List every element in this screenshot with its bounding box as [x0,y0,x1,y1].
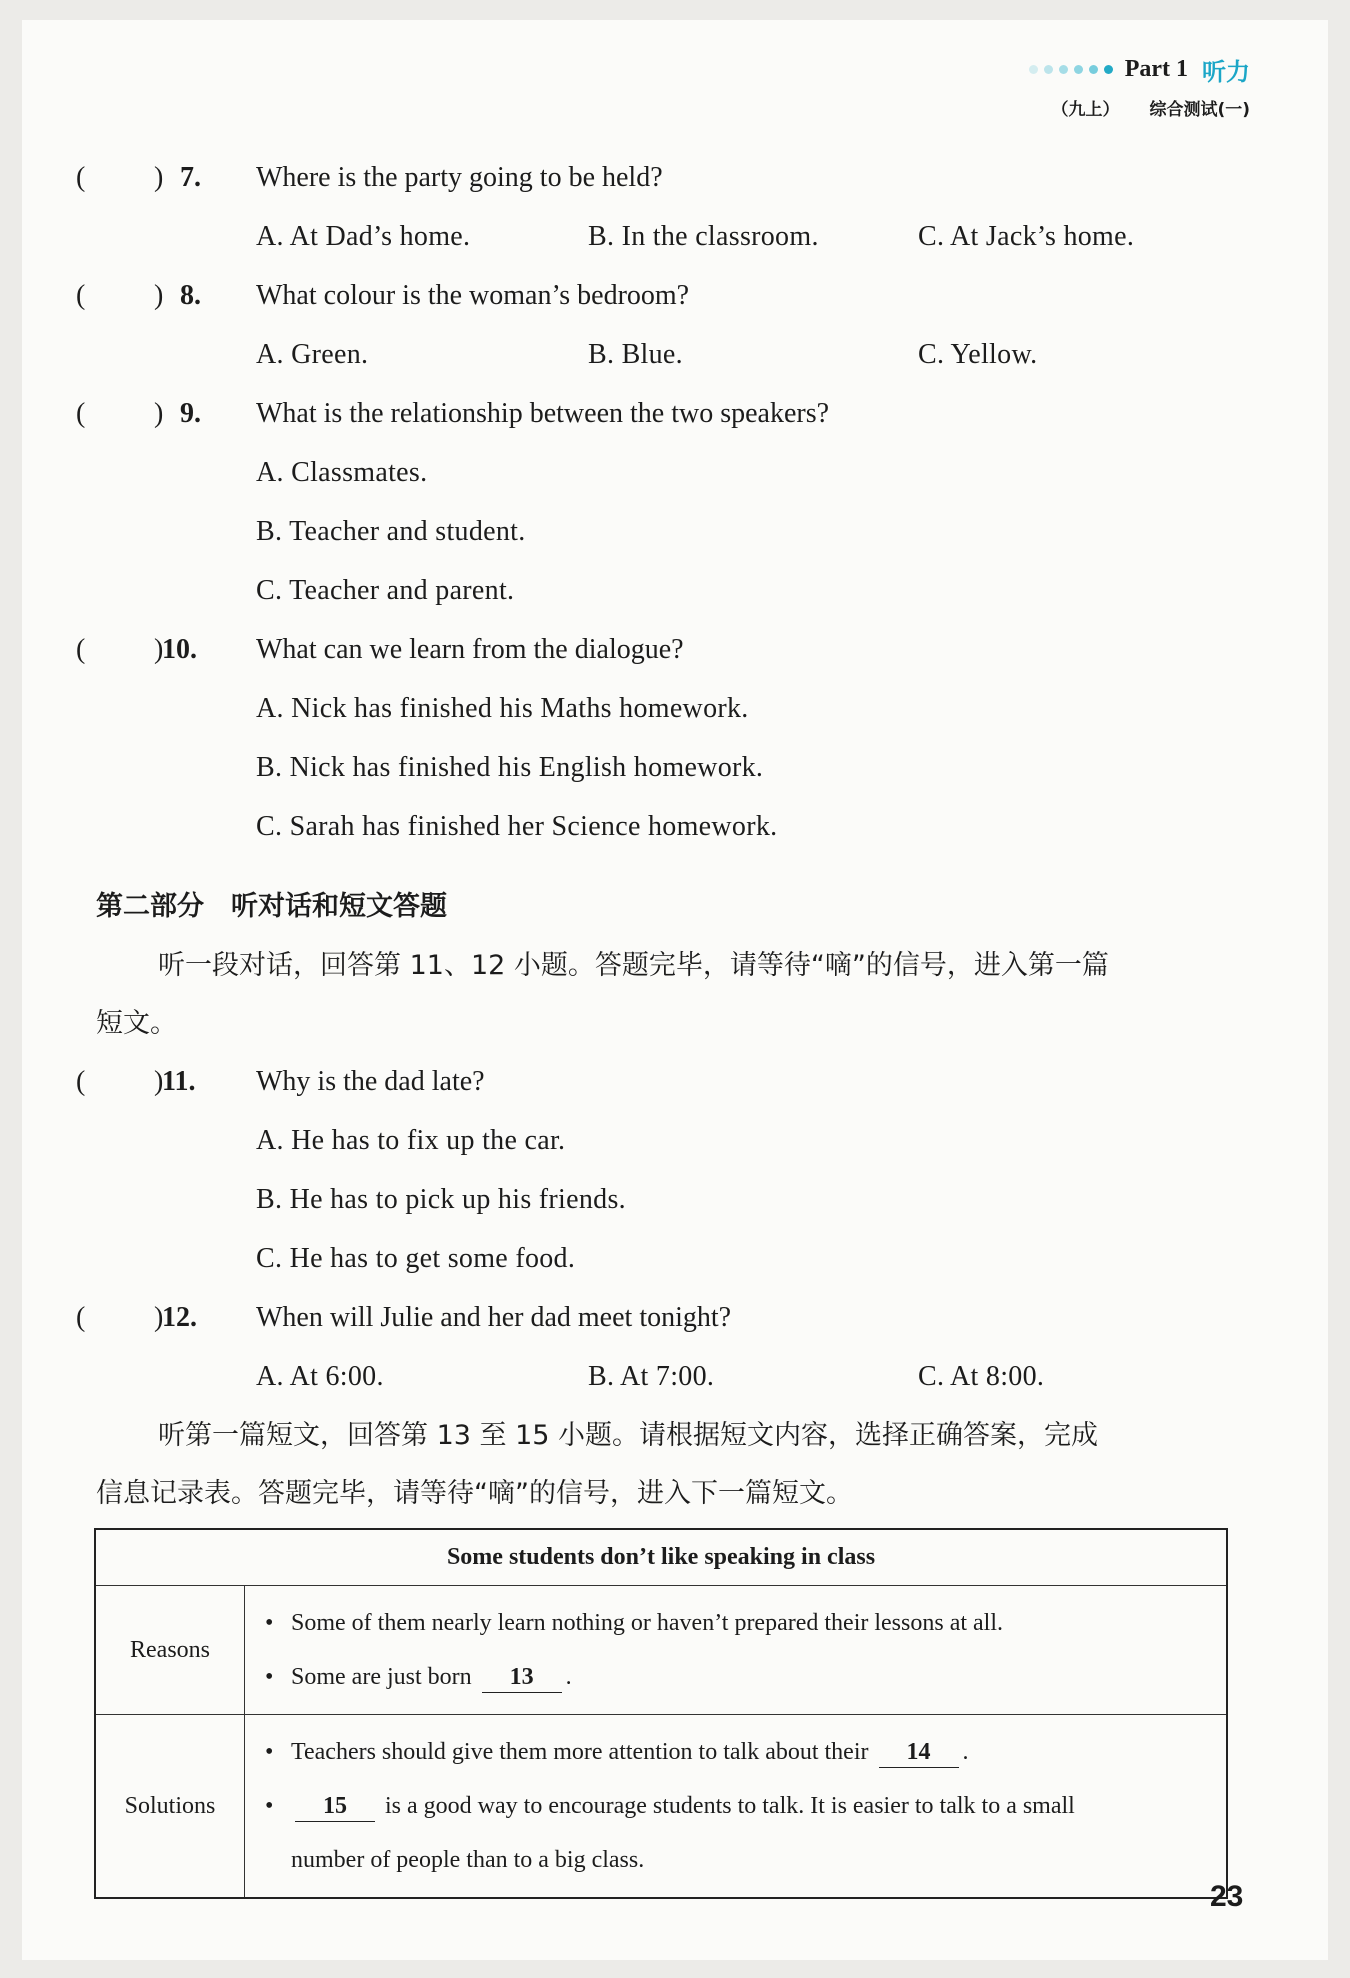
option-c: C. He has to get some food. [256,1243,576,1274]
part-label: Part 1 [1124,56,1188,82]
option-b: B. At 7:00. [588,1361,715,1392]
question-text: Why is the dad late? [256,1066,485,1097]
solution-item-continued: number of people than to a big class. [291,1847,645,1873]
reason-item: • Some are just born 13 . [265,1650,1216,1704]
option-b: B. In the classroom. [588,221,819,252]
bullet-icon: • [265,1793,274,1819]
option-b: B. Blue. [588,339,683,370]
question-number: 9. [180,398,201,429]
information-record-table [94,1528,1228,1899]
instruction-1-line-1: 听一段对话，回答第 11、12 小题。答题完毕，请等待“嘀”的信号，进入第一篇 [158,950,1109,981]
section-title: 第二部分 听对话和短文答题 [96,891,447,922]
solution-item: • Teachers should give them more attention to talk about their 14 . [265,1725,1216,1779]
bullet-icon: • [265,1739,274,1765]
question-number: 10. [162,634,197,665]
option-c: C. Teacher and parent. [256,575,515,606]
test-label: 综合测试(一) [1149,100,1250,120]
question-text: What colour is the woman’s bedroom? [256,280,690,311]
bullet-icon: • [265,1664,274,1690]
instruction-1-line-2: 短文。 [96,1008,177,1039]
option-a: A. At Dad’s home. [256,221,471,252]
option-c: C. At 8:00. [918,1361,1045,1392]
question-text: When will Julie and her dad meet tonight? [256,1302,732,1333]
category-label: 听力 [1202,58,1250,86]
question-number: 11. [162,1066,196,1097]
option-b: B. He has to pick up his friends. [256,1184,626,1215]
page-number: 23 [1210,1880,1244,1913]
option-c: C. At Jack’s home. [918,221,1135,252]
option-a: A. Green. [256,339,369,370]
question-number: 12. [162,1302,197,1333]
question-number: 8. [180,280,201,311]
blank-14[interactable]: 14 [879,1737,959,1768]
instruction-2-line-1: 听第一篇短文，回答第 13 至 15 小题。请根据短文内容，选择正确答案，完成 [158,1420,1099,1451]
option-a: A. Classmates. [256,457,428,488]
option-b: B. Teacher and student. [256,516,526,547]
table-title: Some students don’t like speaking in class [95,1529,1227,1586]
reasons-label: Reasons [95,1586,245,1715]
bullet-icon: • [265,1610,274,1636]
blank-15[interactable]: 15 [295,1791,375,1822]
question-text: Where is the party going to be held? [256,162,663,193]
question-text: What is the relationship between the two speakers? [256,398,830,429]
solutions-label: Solutions [95,1715,245,1899]
instruction-2-line-2: 信息记录表。答题完毕，请等待“嘀”的信号，进入下一篇短文。 [96,1478,853,1509]
question-text: What can we learn from the dialogue? [256,634,684,665]
solution-item: • 15 is a good way to encourage students to talk. It is easier to talk to a small [265,1779,1216,1833]
question-number: 7. [180,162,201,193]
decorative-dots-icon [1023,61,1113,79]
page-header [1023,52,1250,120]
option-b: B. Nick has finished his English homework. [256,752,764,783]
option-a: A. He has to fix up the car. [256,1125,566,1156]
option-c: C. Sarah has finished her Science homework. [256,811,778,842]
blank-13[interactable]: 13 [482,1662,562,1693]
option-c: C. Yellow. [918,339,1038,370]
reason-item: • Some of them nearly learn nothing or haven’t prepared their lessons at all. [265,1596,1216,1650]
grade-label: （九上） [1051,100,1120,120]
option-a: A. Nick has finished his Maths homework. [256,693,749,724]
option-a: A. At 6:00. [256,1361,384,1392]
